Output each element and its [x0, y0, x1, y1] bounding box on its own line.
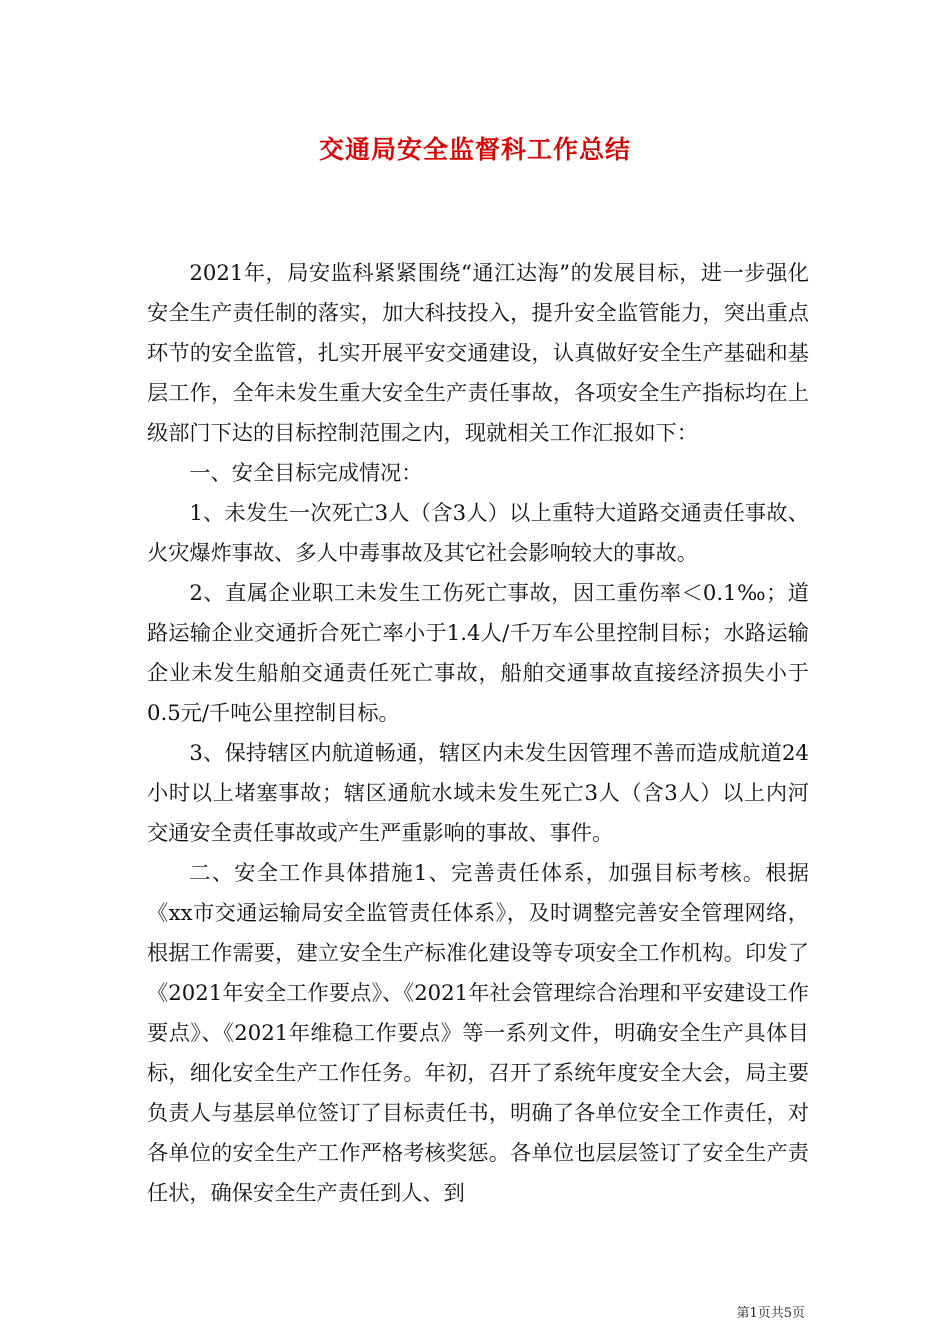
- document-body: [147, 253, 809, 1213]
- document-title: 交通局安全监督科工作总结: [318, 135, 631, 164]
- paragraph-item-1: 1、未发生一次死亡3人（含3人）以上重特大道路交通责任事故、火灾爆炸事故、多人中毒事故及其它社会影响较大的事故。: [147, 500, 809, 565]
- paragraph-item-2: 2、直属企业职工未发生工伤死亡事故，因工重伤率＜0.1‰；道路运输企业交通折合死亡率小于1.4人/千万车公里控制目标；水路运输企业未发生船舶交通责任死亡事故，船舶交通事故直接经济损失小于0.5元/千吨公里控制目标。: [147, 580, 809, 725]
- page-number: 第1页共5页: [736, 1306, 805, 1321]
- paragraph-intro: 2021年，局安监科紧紧围绕“通江达海”的发展目标，进一步强化安全生产责任制的落实，加大科技投入，提升安全监管能力，突出重点环节的安全监管，扎实开展平安交通建设，认真做好安全生产基础和基层工作，全年未发生重大安全生产责任事故，各项安全生产指标均在上级部门下达的目标控制范围之内，现就相关工作汇报如下：: [147, 260, 809, 445]
- paragraph-item-3: 3、保持辖区内航道畅通，辖区内未发生因管理不善而造成航道24小时以上堵塞事故；辖区通航水域未发生死亡3人（含3人）以上内河交通安全责任事故或产生严重影响的事故、事件。: [147, 740, 809, 845]
- paragraph-section-2: 二、安全工作具体措施1、完善责任体系，加强目标考核。根据《xx市交通运输局安全监管责任体系》，及时调整完善安全管理网络，根据工作需要，建立安全生产标准化建设等专项安全工作机构。印发了《2021年安全工作要点》、《2021年社会管理综合治理和平安建设工作要点》、《2021年维稳工作要点》等一系列文件，明确安全生产具体目标，细化安全生产工作任务。年初，召开了系统年度安全大会，局主要负责人与基层单位签订了目标责任书，明确了各单位安全工作责任，对各单位的安全生产工作严格考核奖惩。各单位也层层签订了安全生产责任状，确保安全生产责任到人、到: [147, 860, 809, 1205]
- section-heading-1: 一、安全目标完成情况：: [189, 460, 423, 485]
